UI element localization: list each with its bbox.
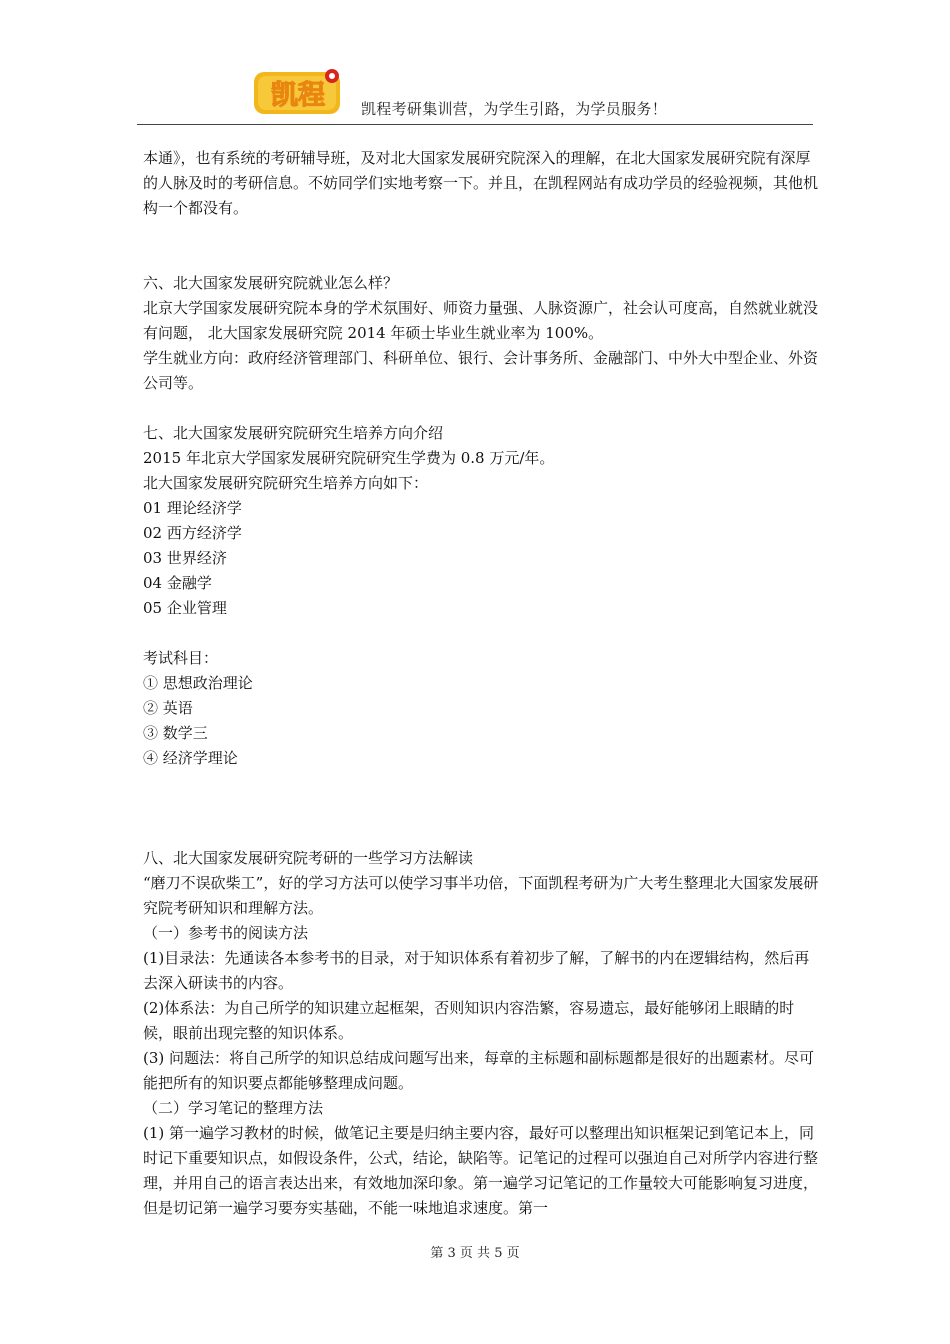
- section-7-fee: 2015 年北京大学国家发展研究院研究生学费为 0.8 万元/年。: [143, 449, 555, 467]
- section-8-subtitle-1: （一）参考书的阅读方法: [143, 924, 309, 942]
- direction-item: 04 金融学: [143, 574, 212, 592]
- section-7-directions-intro: 北大国家发展研究院研究生培养方向如下：: [143, 474, 429, 492]
- section-8-title: 八、北大国家发展研究院考研的一些学习方法解读: [143, 849, 474, 867]
- kaicheng-logo: [252, 66, 344, 118]
- notes-method-1: (1) 第一遍学习教材的时候，做笔记主要是归纳主要内容，最好可以整理出知识框架记到笔记本上，同时记下重要知识点，如假设条件，公式，结论，缺陷等。记笔记的过程可以强迫自己对所学内容进行整理，并用自己的语言表达出来，有效地加深印象。第一遍学习记笔记的工作量较大可能影响复习进度，但是切记第一遍学习要夯实基础，不能一味地追求速度。第一: [143, 1124, 819, 1217]
- direction-item: 01 理论经济学: [143, 499, 242, 517]
- header-rule: [137, 124, 813, 125]
- method-catalog: (1)目录法：先通读各本参考书的目录，对于知识体系有着初步了解，了解书的内在逻辑结构，然后再去深入研读书的内容。: [143, 949, 810, 992]
- section-8-paragraph-1: “磨刀不误砍柴工”，好的学习方法可以使学习事半功倍，下面凯程考研为广大考生整理北大国家发展研究院考研知识和理解方法。: [143, 874, 819, 917]
- section-6-paragraph-1: 北京大学国家发展研究院本身的学术氛围好、师资力量强、人脉资源广，社会认可度高，自然就业就没有问题， 北大国家发展研究院 2014 年硕士毕业生就业率为 100%。: [143, 299, 819, 342]
- intro-paragraph: 本通》，也有系统的考研辅导班，及对北大国家发展研究院深入的理解，在北大国家发展研究院有深厚的人脉及时的考研信息。不妨同学们实地考察一下。并且，在凯程网站有成功学员的经验视频，其他机构一个都没有。: [143, 149, 819, 217]
- subject-item: ② 英语: [143, 699, 193, 717]
- exam-subjects-title: 考试科目：: [143, 649, 219, 667]
- direction-item: 05 企业管理: [143, 599, 227, 617]
- svg-text:凯程: 凯程: [271, 80, 325, 111]
- page-content: [143, 146, 823, 1221]
- page-header: [0, 0, 950, 128]
- method-question: (3) 问题法：将自己所学的知识总结成问题写出来，每章的主标题和副标题都是很好的出题素材。尽可能把所有的知识要点都能够整理成问题。: [143, 1049, 815, 1092]
- section-6-paragraph-2: 学生就业方向：政府经济管理部门、科研单位、银行、会计事务所、金融部门、中外大中型企业、外资公司等。: [143, 349, 819, 392]
- section-7-title: 七、北大国家发展研究院研究生培养方向介绍: [143, 424, 444, 442]
- subject-item: ③ 数学三: [143, 724, 208, 742]
- method-system: (2)体系法：为自己所学的知识建立起框架，否则知识内容浩繁，容易遗忘，最好能够闭上眼睛的时候，眼前出现完整的知识体系。: [143, 999, 795, 1042]
- section-6-title: 六、北大国家发展研究院就业怎么样？: [143, 274, 399, 292]
- header-slogan: 凯程考研集训营，为学生引路，为学员服务！: [361, 100, 668, 118]
- subject-item: ④ 经济学理论: [143, 749, 238, 767]
- direction-item: 02 西方经济学: [143, 524, 242, 542]
- direction-item: 03 世界经济: [143, 549, 227, 567]
- section-8-subtitle-2: （二）学习笔记的整理方法: [143, 1099, 324, 1117]
- subject-item: ① 思想政治理论: [143, 674, 253, 692]
- page-footer: 第 3 页 共 5 页: [430, 1246, 520, 1261]
